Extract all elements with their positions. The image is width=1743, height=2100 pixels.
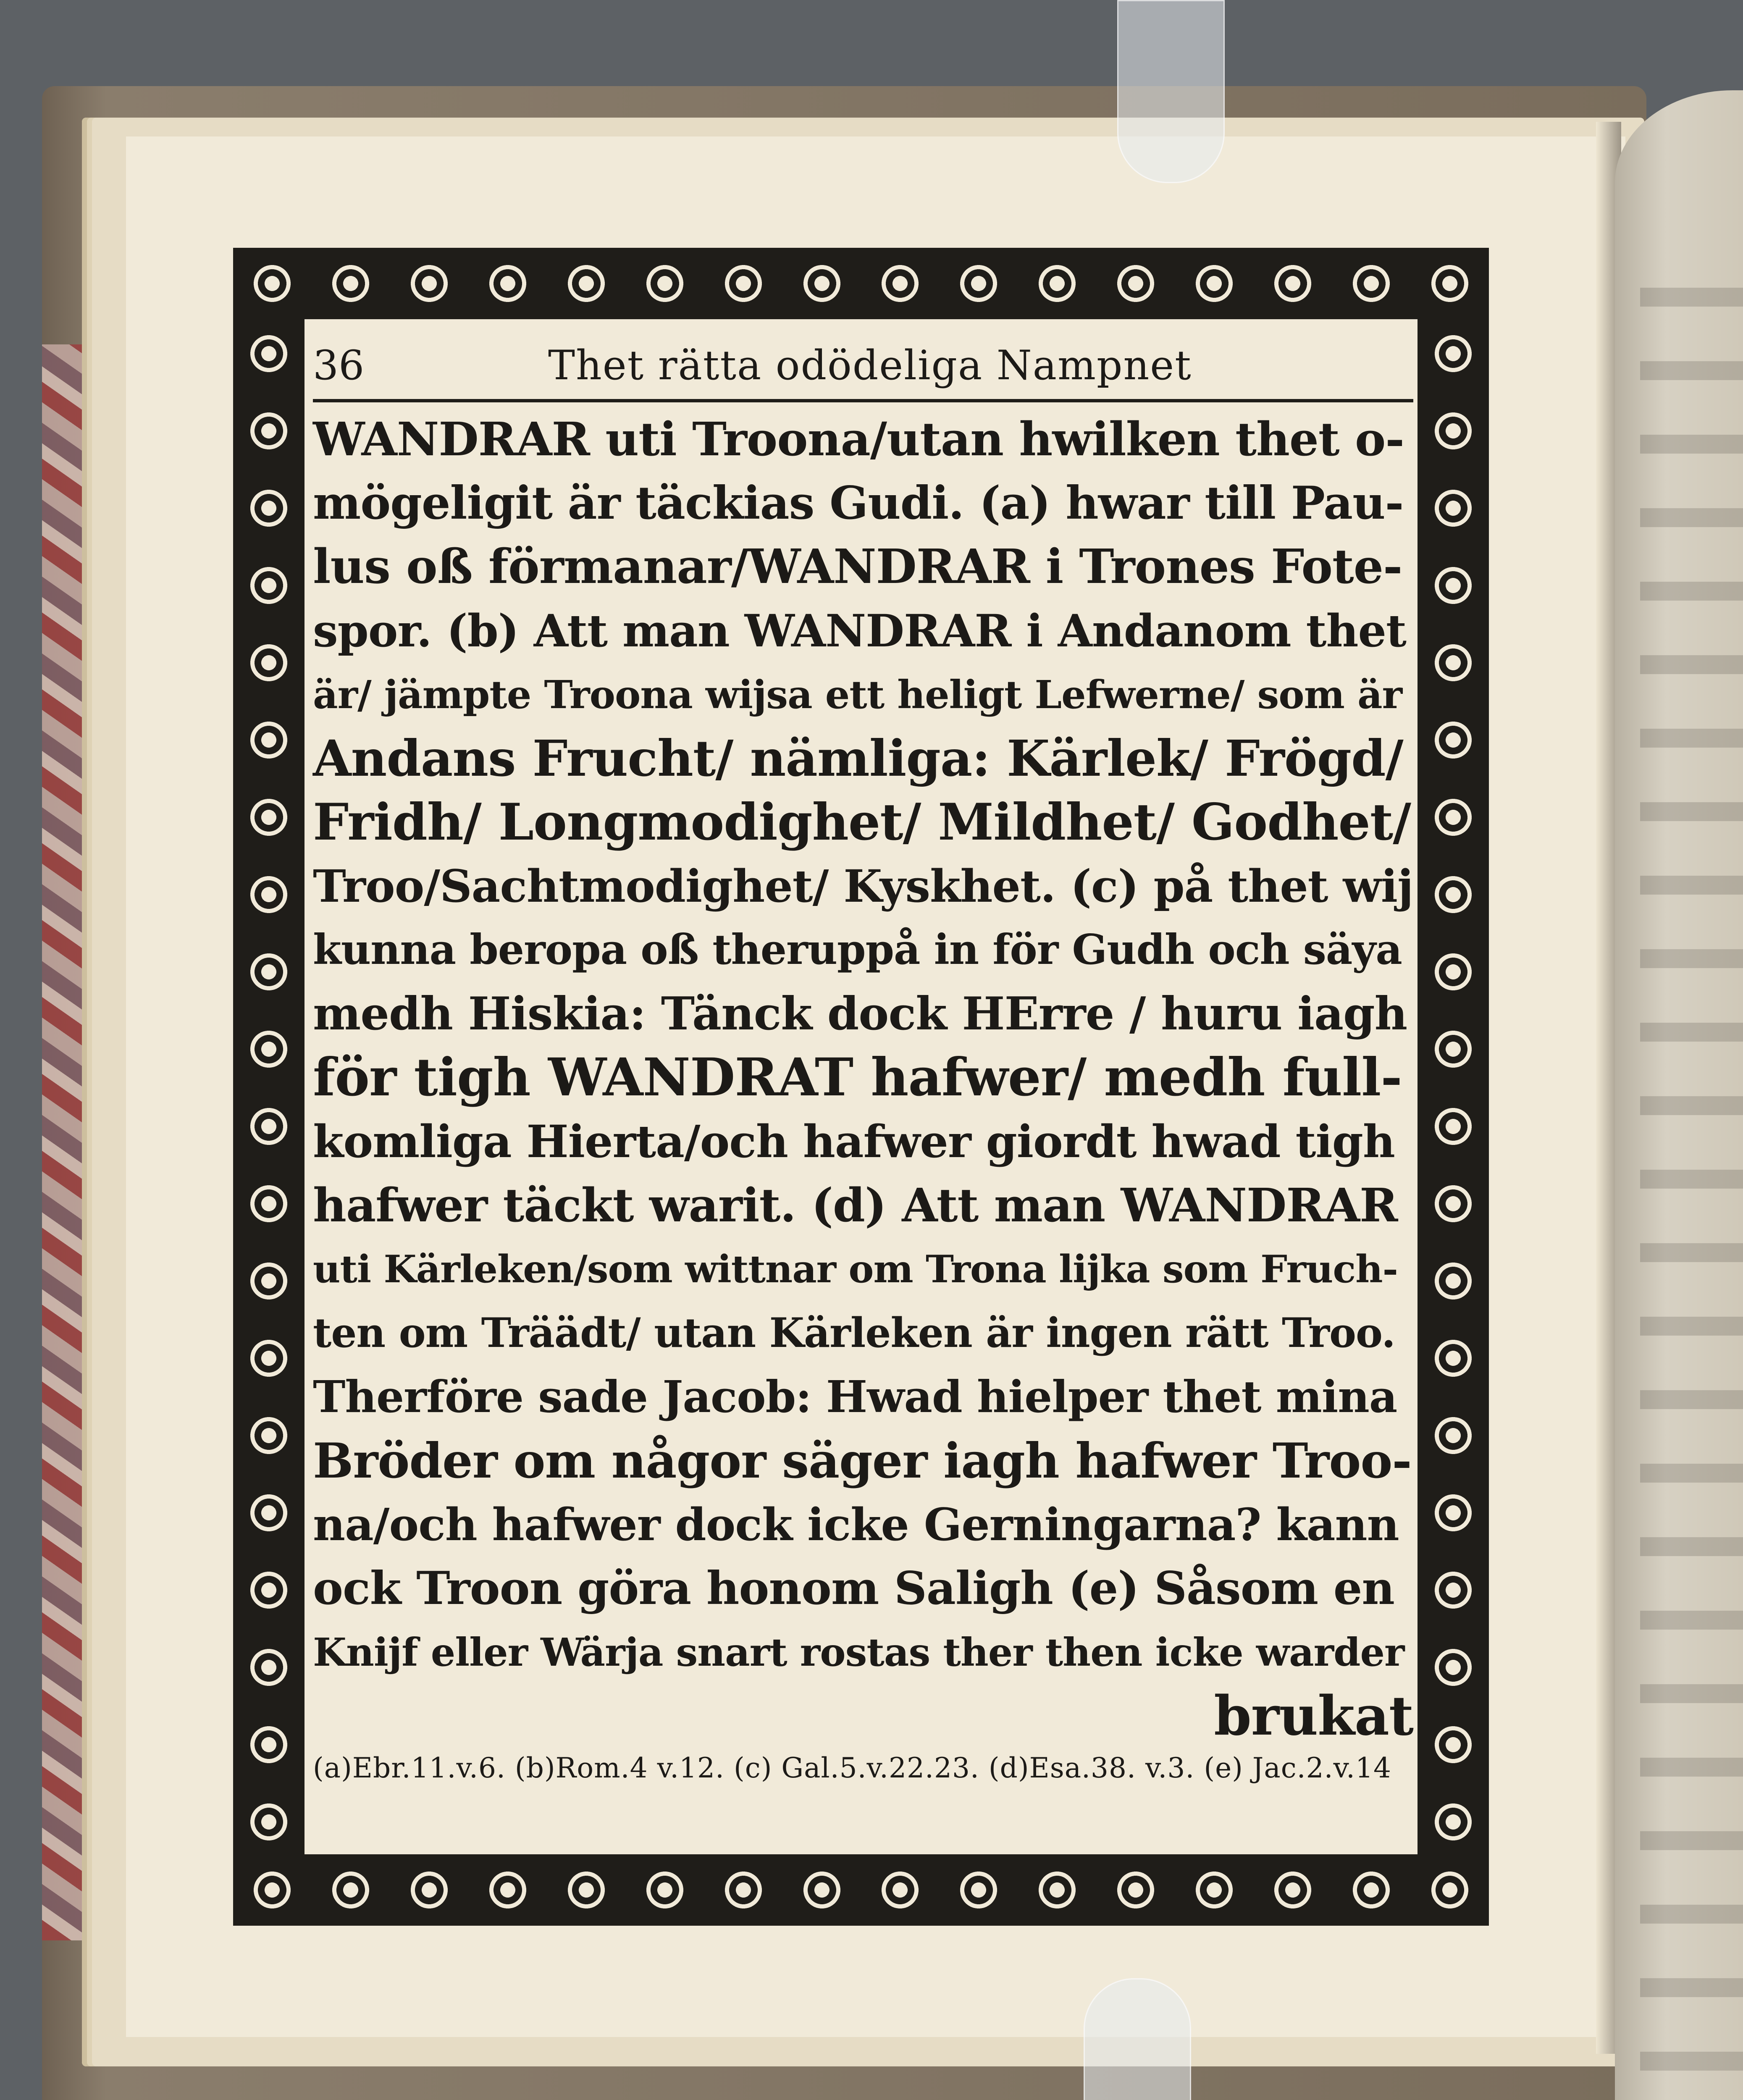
ornament-border-bottom: [233, 1854, 1489, 1926]
fleuron-icon: [640, 1865, 690, 1915]
text-line: komliga Hierta/och hafwer giordt hwad tigh: [313, 1115, 1395, 1168]
fleuron-icon: [244, 1410, 294, 1461]
fleuron-icon: [244, 792, 294, 843]
fleuron-icon: [561, 1865, 612, 1915]
fleuron-icon: [718, 258, 769, 309]
fleuron-icon: [1428, 1565, 1478, 1615]
text-line: ten om Träädt/ utan Kärleken är ingen rätt Troo.: [313, 1309, 1395, 1357]
fleuron-icon: [1428, 483, 1478, 533]
fleuron-icon: [483, 1865, 533, 1915]
fleuron-icon: [1428, 1179, 1478, 1229]
text-line: Troo/Sachtmodighet/ Kyskhet. (c) på thet wij: [313, 860, 1413, 912]
fleuron-icon: [1428, 406, 1478, 456]
fleuron-icon: [1110, 258, 1161, 309]
fleuron-icon: [1428, 792, 1478, 843]
fleuron-icon: [1428, 1333, 1478, 1383]
fleuron-icon: [1428, 638, 1478, 688]
fleuron-icon: [1428, 1410, 1478, 1461]
fleuron-icon: [244, 1797, 294, 1847]
ornament-border-top: [233, 248, 1489, 319]
fleuron-icon: [875, 258, 925, 309]
fleuron-icon: [244, 483, 294, 533]
fleuron-icon: [247, 258, 297, 309]
fleuron-icon: [1268, 258, 1318, 309]
fleuron-icon: [1428, 869, 1478, 920]
fleuron-icon: [244, 406, 294, 456]
fleuron-icon: [1189, 1865, 1239, 1915]
page-clip-top: [1117, 0, 1225, 183]
fleuron-icon: [244, 869, 294, 920]
text-line: Knijf eller Wärja snart rostas ther then icke warder: [313, 1630, 1404, 1675]
text-line: na/och hafwer dock icke Gerningarna? kann: [313, 1498, 1399, 1551]
fleuron-icon: [326, 258, 376, 309]
fleuron-icon: [247, 1865, 297, 1915]
fleuron-icon: [404, 1865, 454, 1915]
fleuron-icon: [404, 258, 454, 309]
fleuron-icon: [1110, 1865, 1161, 1915]
catchword: brukat: [1214, 1685, 1413, 1748]
running-title: Thet rätta odödeliga Nampnet: [548, 342, 1192, 389]
text-block: [313, 323, 1413, 1848]
fleuron-icon: [244, 1565, 294, 1615]
fleuron-icon: [797, 258, 847, 309]
ornament-border-right: [1418, 315, 1489, 1861]
text-line: WANDRAR uti Troona/utan hwilken thet o-: [313, 412, 1404, 466]
page-clip-bottom: [1084, 1978, 1191, 2100]
text-line: uti Kärleken/som wittnar om Trona lijka som Fruch-: [313, 1247, 1398, 1292]
text-line: hafwer täckt warit. (d) Att man WANDRAR: [313, 1178, 1398, 1232]
text-line: medh Hiskia: Tänck dock HErre / huru iagh: [313, 987, 1407, 1040]
fleuron-icon: [718, 1865, 769, 1915]
fleuron-icon: [1428, 947, 1478, 997]
fleuron-icon: [1346, 1865, 1396, 1915]
right-page-edge: [1615, 90, 1743, 2100]
fleuron-icon: [244, 1719, 294, 1770]
fleuron-icon: [1268, 1865, 1318, 1915]
text-line: spor. (b) Att man WANDRAR i Andanom thet: [313, 604, 1406, 657]
fleuron-icon: [1425, 1865, 1475, 1915]
text-line: mögeligit är täckias Gudi. (a) hwar till Pau-: [313, 477, 1404, 530]
fleuron-icon: [244, 1333, 294, 1383]
text-line: Andans Frucht/ nämliga: Kärlek/ Frögd/: [313, 729, 1403, 788]
fleuron-icon: [483, 258, 533, 309]
running-header: [313, 332, 1413, 402]
ornament-border-left: [233, 315, 304, 1861]
body-text: [313, 407, 1413, 1748]
fleuron-icon: [1428, 1797, 1478, 1847]
fleuron-icon: [797, 1865, 847, 1915]
fleuron-icon: [244, 638, 294, 688]
fleuron-icon: [1346, 258, 1396, 309]
text-line: Therföre sade Jacob: Hwad hielper thet mina: [313, 1371, 1397, 1423]
ornamental-frame: [233, 248, 1489, 1926]
fleuron-icon: [244, 328, 294, 379]
fleuron-icon: [953, 258, 1004, 309]
fleuron-icon: [1428, 560, 1478, 611]
fleuron-icon: [1428, 328, 1478, 379]
fleuron-icon: [244, 1488, 294, 1538]
fleuron-icon: [244, 560, 294, 611]
fleuron-icon: [1032, 1865, 1082, 1915]
fleuron-icon: [1428, 1719, 1478, 1770]
fleuron-icon: [244, 1101, 294, 1152]
fleuron-icon: [1428, 1642, 1478, 1693]
fleuron-icon: [1428, 715, 1478, 765]
text-line: för tigh WANDRAT hafwer/ medh full-: [313, 1047, 1402, 1108]
text-line: Fridh/ Longmodighet/ Mildhet/ Godhet/: [313, 793, 1411, 852]
fleuron-icon: [244, 715, 294, 765]
fleuron-icon: [875, 1865, 925, 1915]
text-line: Bröder om någor säger iagh hafwer Troo-: [313, 1433, 1412, 1489]
fleuron-icon: [1425, 258, 1475, 309]
text-line: kunna beropa oß theruppå in för Gudh och säya: [313, 926, 1402, 974]
fleuron-icon: [1428, 1256, 1478, 1306]
fleuron-icon: [244, 1179, 294, 1229]
fleuron-icon: [1032, 258, 1082, 309]
fleuron-icon: [244, 947, 294, 997]
fleuron-icon: [244, 1256, 294, 1306]
fleuron-icon: [326, 1865, 376, 1915]
fleuron-icon: [953, 1865, 1004, 1915]
fleuron-icon: [640, 258, 690, 309]
fleuron-icon: [244, 1024, 294, 1074]
text-line: ock Troon göra honom Saligh (e) Såsom en: [313, 1562, 1394, 1615]
fleuron-icon: [561, 258, 612, 309]
fleuron-icon: [1189, 258, 1239, 309]
text-line: är/ jämpte Troona wijsa ett heligt Lefwerne/ som är: [313, 672, 1402, 717]
fleuron-icon: [1428, 1101, 1478, 1152]
fleuron-icon: [244, 1642, 294, 1693]
footnotes: (a)Ebr.11.v.6. (b)Rom.4 v.12. (c) Gal.5.v.22.23. (d)Esa.38. v.3. (e) Jac.2.v.14: [313, 1752, 1392, 1784]
fleuron-icon: [1428, 1488, 1478, 1538]
fleuron-icon: [1428, 1024, 1478, 1074]
text-line: lus oß förmanar/WANDRAR i Trones Fote-: [313, 539, 1402, 594]
page-number: 36: [313, 342, 365, 389]
